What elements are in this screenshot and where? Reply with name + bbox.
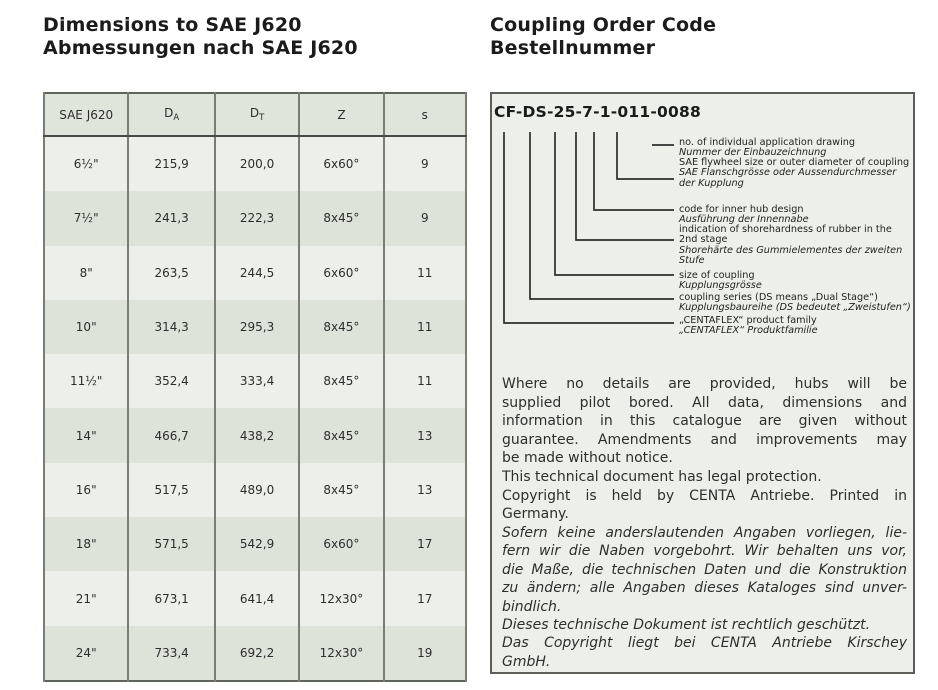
- callout-text-en: no. of individual application drawing: [679, 137, 856, 148]
- callout-label-application-drawing: [679, 138, 913, 159]
- order-code-heading: [490, 14, 716, 60]
- note-line: be made without notice.: [502, 450, 673, 467]
- table-cell: 8": [44, 246, 128, 300]
- table-cell: 641,4: [215, 571, 299, 625]
- callout-text-de: SAE Flanschgrösse oder Aussendurchmesser der Kupplung: [679, 167, 897, 189]
- callout-text-de: „CENTAFLEX“ Produktfamilie: [679, 325, 818, 337]
- table-cell: 16": [44, 463, 128, 517]
- table-cell: 12x30°: [299, 571, 383, 625]
- table-cell: 11½": [44, 354, 128, 408]
- table-header-cell: SAE J620: [44, 93, 128, 136]
- table-cell: 6x60°: [299, 517, 383, 571]
- table-cell: 6x60°: [299, 246, 383, 300]
- note-line: die Maße, die technischen Daten und die Konstruktion: [502, 561, 907, 578]
- order-code-box: [490, 92, 915, 674]
- table-cell: 11: [384, 246, 466, 300]
- table-row: [44, 463, 466, 517]
- table-cell: 241,3: [128, 191, 214, 245]
- callout-text-de: Ausführung der Innennabe: [679, 214, 809, 226]
- callout-text-en: code for inner hub design: [679, 204, 804, 215]
- table-header-cell: Z: [299, 93, 383, 136]
- callout-text-de: Shorehärte des Gummielementes der zweiten Stufe: [679, 244, 903, 267]
- table-cell: 24": [44, 626, 128, 681]
- table-row: [44, 354, 466, 408]
- note-line: Sofern keine anderslautenden Angaben vorliegen, lie-: [502, 525, 907, 541]
- table-header: [44, 93, 466, 136]
- callout-text-en: indication of shorehardness of rubber in the 2nd stage: [679, 224, 892, 246]
- callout-text-en: size of coupling: [679, 270, 755, 281]
- callout-label-shorehardness: [679, 225, 913, 267]
- table-cell: 222,3: [215, 191, 299, 245]
- table-cell: 314,3: [128, 300, 214, 354]
- table-cell: 8x45°: [299, 191, 383, 245]
- table-cell: 215,9: [128, 136, 214, 191]
- table-row: [44, 571, 466, 625]
- callout-label-coupling-size: [679, 271, 913, 292]
- table-row: [44, 626, 466, 681]
- table-cell: 8x45°: [299, 300, 383, 354]
- table-row: [44, 246, 466, 300]
- note-line: supplied pilot bored. All data, dimensions and: [502, 394, 907, 411]
- table-cell: 12x30°: [299, 626, 383, 681]
- table-cell: 14": [44, 408, 128, 462]
- table-row: [44, 300, 466, 354]
- table-header-cell: $D_T$: [215, 93, 299, 136]
- table-cell: 673,1: [128, 571, 214, 625]
- callout-text-en: coupling series (DS means „Dual Stage“): [679, 292, 878, 303]
- table-cell: 438,2: [215, 408, 299, 462]
- note-line: Das Copyright liegt bei CENTA Antriebe Kirschey: [502, 635, 907, 652]
- dimensions-heading: [43, 14, 358, 60]
- table-cell: 517,5: [128, 463, 214, 517]
- table-cell: 19: [384, 626, 466, 681]
- callout-text-de: Nummer der Einbauzeichnung: [679, 147, 827, 159]
- callout-label-hub-design: [679, 205, 913, 226]
- note-line: This technical document has legal protection.: [502, 468, 822, 485]
- note-line: Where no details are provided, hubs will be: [502, 376, 907, 392]
- table-cell: 9: [384, 136, 466, 191]
- table-cell: 244,5: [215, 246, 299, 300]
- table-cell: 352,4: [128, 354, 214, 408]
- table-cell: 13: [384, 408, 466, 462]
- table-cell: 13: [384, 463, 466, 517]
- callout-text-en: „CENTAFLEX“ product family: [679, 315, 817, 326]
- table-cell: 263,5: [128, 246, 214, 300]
- table-cell: 200,0: [215, 136, 299, 191]
- note-line: information in this catalogue are given without: [502, 413, 907, 430]
- note-line: Germany.: [502, 506, 569, 523]
- note-line: zu ändern; alle Angaben dieses Kataloges sind unver-: [502, 580, 907, 597]
- table-cell: 8x45°: [299, 354, 383, 408]
- callout-text-de: Kupplungsbaureihe (DS bedeutet „Zweistufen“): [679, 302, 911, 314]
- dimensions-title-de: Abmessungen nach SAE J620: [43, 37, 358, 59]
- dimensions-title-en: Dimensions to SAE J620: [43, 14, 302, 36]
- callout-text-de: Kupplungsgrösse: [679, 280, 762, 292]
- table-cell: 11: [384, 354, 466, 408]
- table-cell: 333,4: [215, 354, 299, 408]
- table-cell: 489,0: [215, 463, 299, 517]
- note-line: bindlich.: [502, 598, 562, 615]
- notes-german: [502, 524, 907, 671]
- table-cell: 6½": [44, 136, 128, 191]
- table-header-cell: $D_A$: [128, 93, 214, 136]
- table-cell: 6x60°: [299, 136, 383, 191]
- table-cell: 542,9: [215, 517, 299, 571]
- order-code-title-de: Bestellnummer: [490, 37, 656, 59]
- note-line: fern wir die Naben vorgebohrt. Wir behalten uns vor,: [502, 543, 907, 560]
- table-row: [44, 517, 466, 571]
- sae-dimensions-table: [43, 92, 467, 682]
- callout-label-coupling-series: [679, 293, 913, 314]
- callout-label-product-family: [679, 316, 913, 337]
- table-header-row: [44, 93, 466, 136]
- note-line: Copyright is held by CENTA Antriebe. Printed in: [502, 487, 907, 504]
- table-row: [44, 408, 466, 462]
- table-cell: 21": [44, 571, 128, 625]
- order-code-title-en: Coupling Order Code: [490, 14, 717, 36]
- note-line: GmbH.: [502, 653, 551, 670]
- table-cell: 17: [384, 517, 466, 571]
- callout-label-flywheel-size: [679, 158, 913, 189]
- table-row: [44, 136, 466, 191]
- table-cell: 466,7: [128, 408, 214, 462]
- table-cell: 7½": [44, 191, 128, 245]
- table-cell: 18": [44, 517, 128, 571]
- callout-text-en: SAE flywheel size or outer diameter of coupling: [679, 157, 910, 168]
- note-line: guarantee. Amendments and improvements may: [502, 431, 907, 448]
- table-cell: 8x45°: [299, 408, 383, 462]
- note-line: Dieses technische Dokument ist rechtlich geschützt.: [502, 616, 871, 633]
- table-cell: 733,4: [128, 626, 214, 681]
- table-cell: 8x45°: [299, 463, 383, 517]
- table-header-cell: s: [384, 93, 466, 136]
- table-row: [44, 191, 466, 245]
- table-cell: 692,2: [215, 626, 299, 681]
- table-cell: 10": [44, 300, 128, 354]
- notes-english: [502, 375, 907, 524]
- table-body: [44, 136, 466, 681]
- table-cell: 11: [384, 300, 466, 354]
- table-cell: 17: [384, 571, 466, 625]
- table-cell: 571,5: [128, 517, 214, 571]
- order-code-text: CF-DS-25-7-1-011-0088: [494, 103, 701, 121]
- table-cell: 9: [384, 191, 466, 245]
- table-cell: 295,3: [215, 300, 299, 354]
